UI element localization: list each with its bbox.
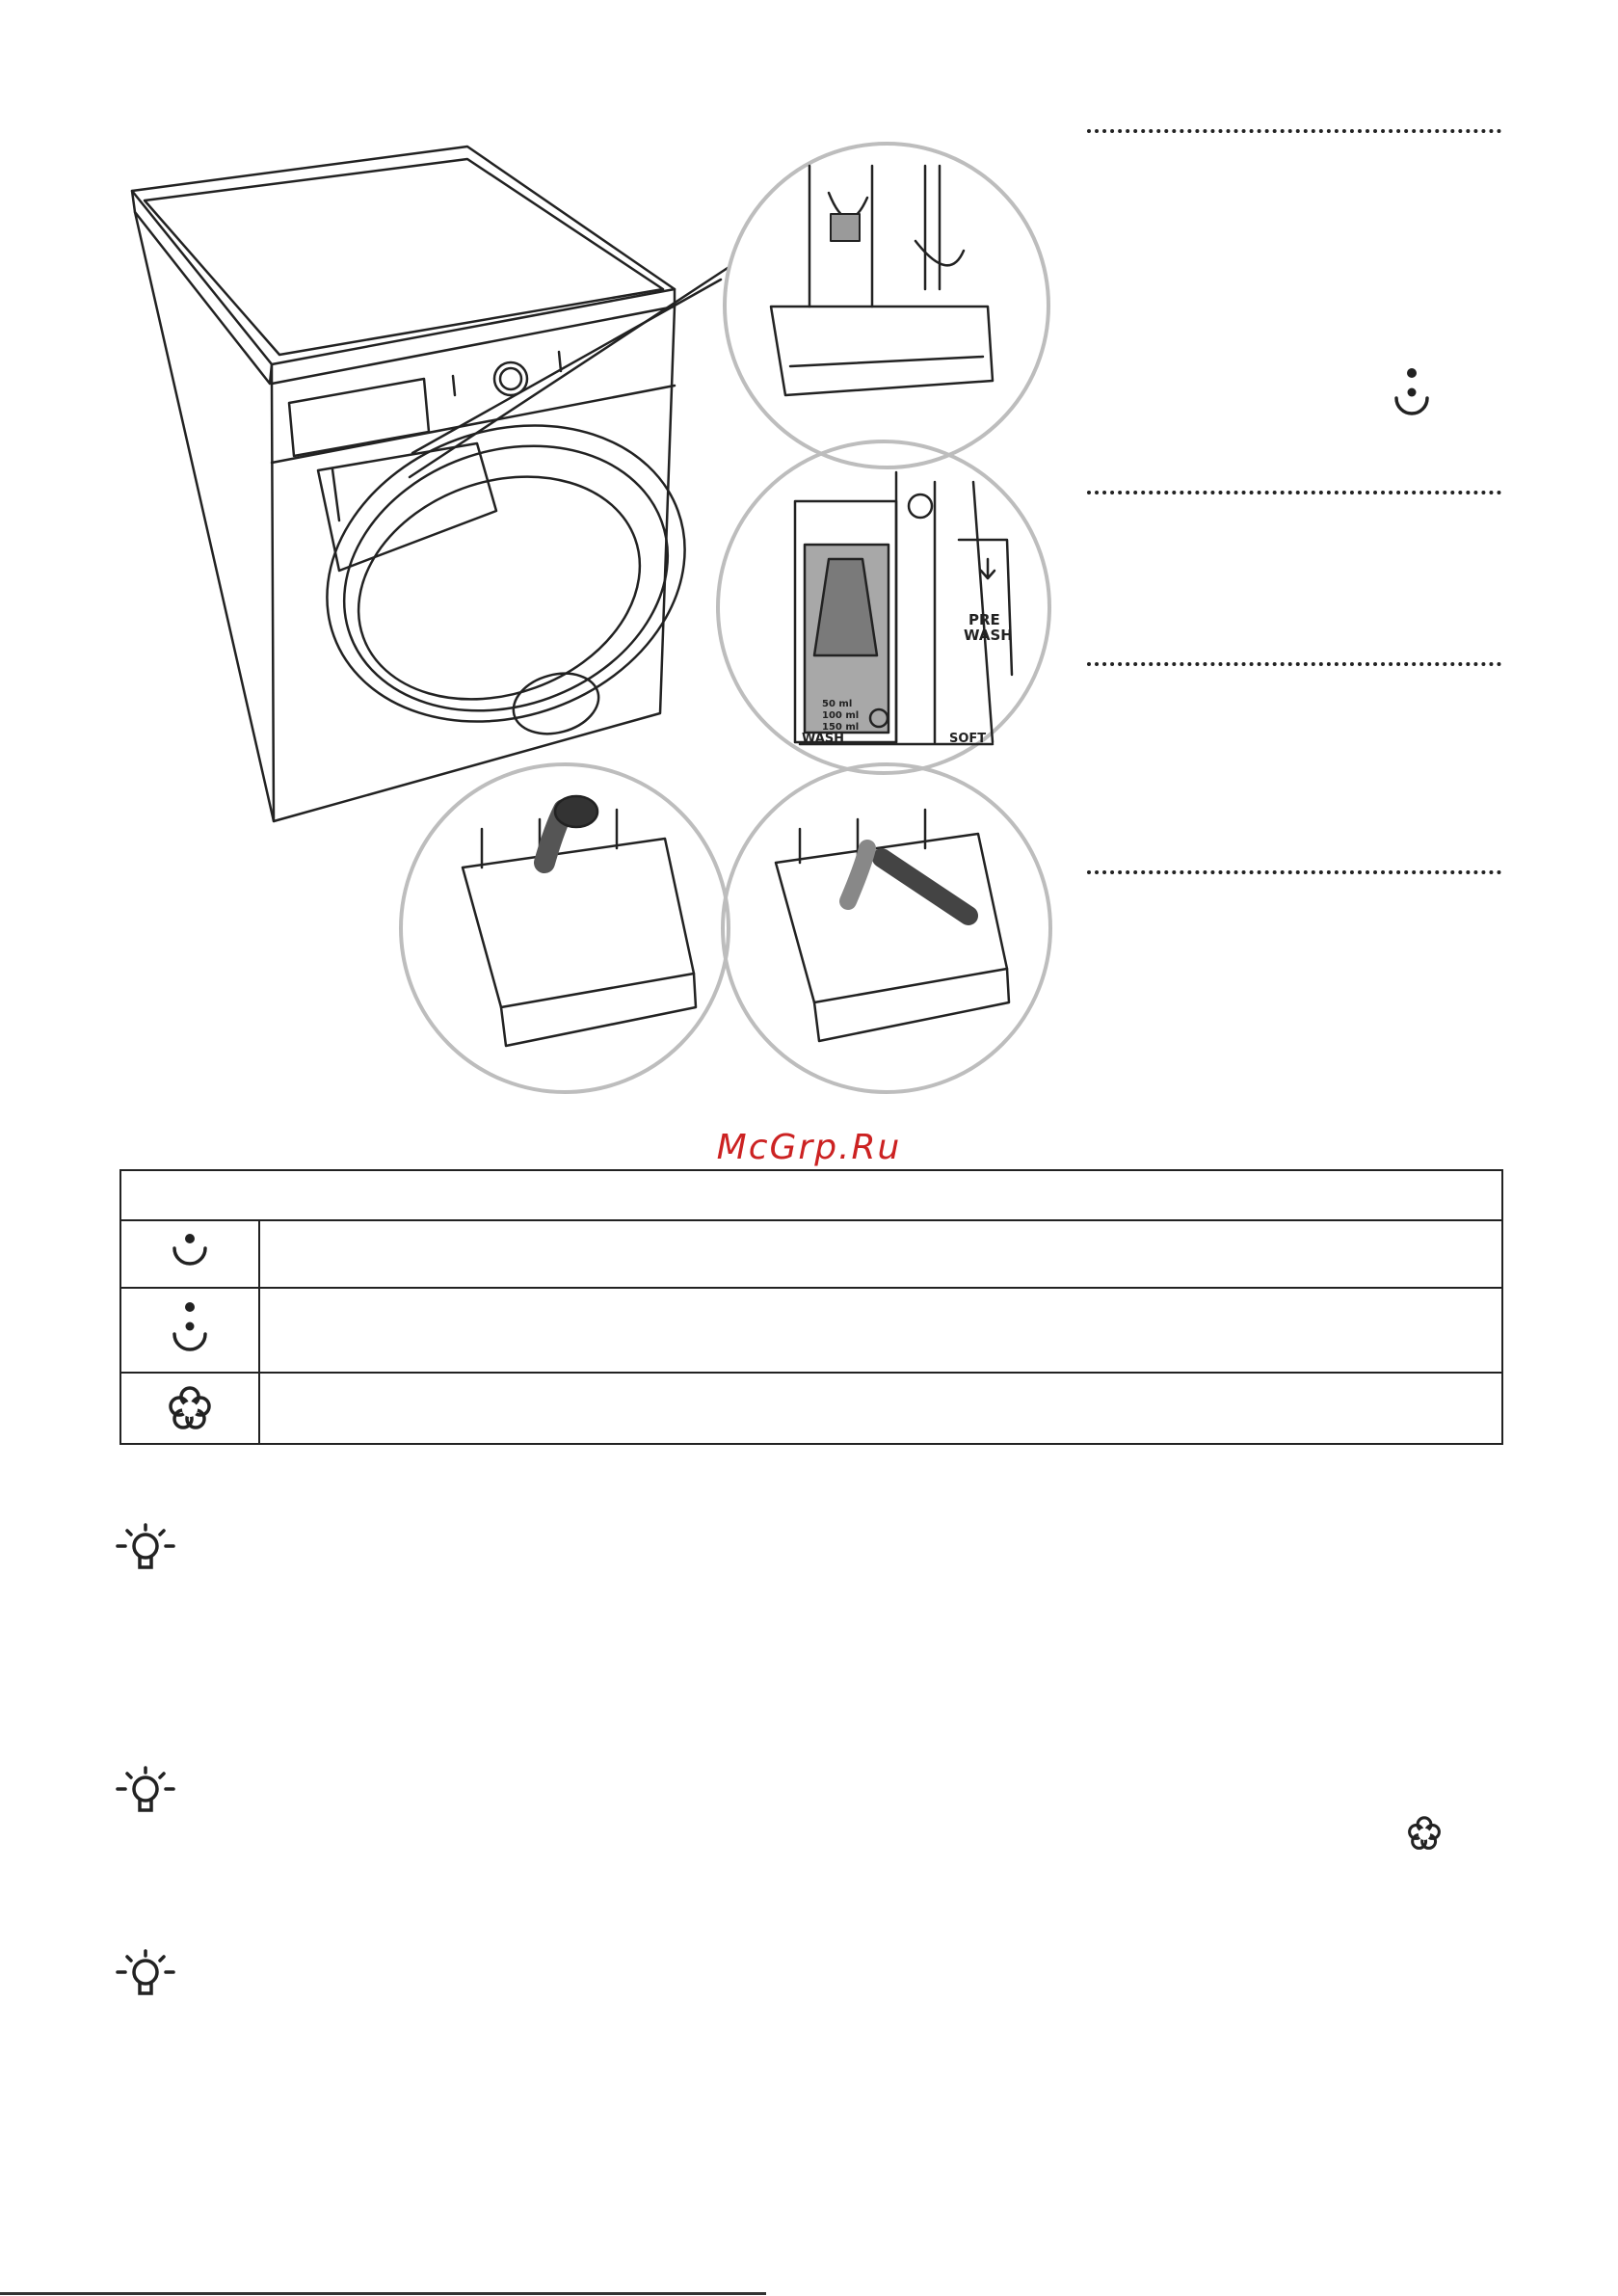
softener-icon [165,1383,215,1433]
lightbulb-icon [116,1947,175,2007]
legend-header-row [120,1170,1502,1220]
legend-icon-cell [120,1220,259,1288]
lightbulb-icon [116,1764,175,1824]
dotted-divider [1087,662,1501,666]
prewash-label-line2: WASH [964,627,1013,644]
legend-text-cell [259,1373,1502,1444]
dotted-divider [1087,491,1501,494]
washing-machine [132,147,727,821]
dotted-divider [1087,870,1501,874]
legend-icon-cell [120,1288,259,1373]
zoom-cleaning-left [401,764,729,1092]
measure-100-label: 100 ml [822,710,860,721]
soft-label: SOFT [949,732,987,746]
compartment-legend-table [119,1169,1503,1445]
measure-50-label: 50 ml [822,699,853,709]
legend-text-cell [259,1220,1502,1288]
legend-text-cell [259,1288,1502,1373]
prewash-icon [165,1297,215,1363]
softener-icon [1405,1814,1444,1853]
measure-150-label: 150 ml [822,722,860,733]
prewash-icon [1388,363,1436,429]
lightbulb-icon [116,1521,175,1581]
footer-rule [0,2292,766,2295]
dispenser-illustration [0,0,1618,1118]
zoom-drawer-top [725,144,1048,467]
dotted-divider [1087,129,1501,133]
legend-header-cell [120,1170,1502,1220]
zoom-cleaning-right [723,764,1050,1092]
legend-icon-cell [120,1373,259,1444]
prewash-label-line1: PRE [968,611,1000,628]
watermark: McGrp.Ru [716,1128,902,1167]
wash-label: WASH [802,732,845,746]
legend-row-main-wash [120,1220,1502,1288]
main-wash-icon [165,1229,215,1279]
zoom-compartment-detail [718,441,1049,773]
legend-row-prewash [120,1288,1502,1373]
legend-row-softener [120,1373,1502,1444]
